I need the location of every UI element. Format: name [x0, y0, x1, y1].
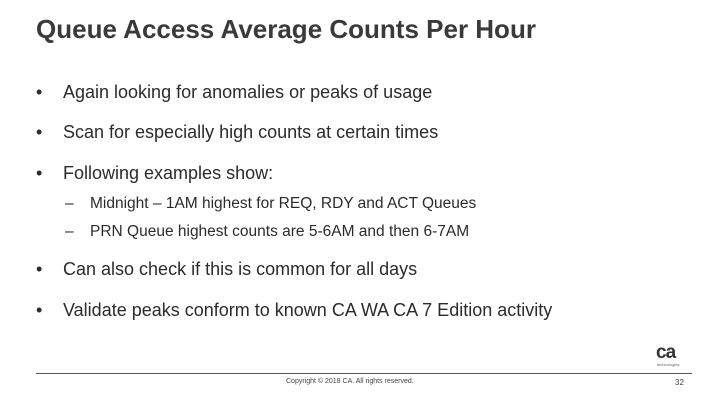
logo-mark: ca — [656, 342, 676, 363]
page-number: 32 — [675, 378, 684, 387]
sub-bullet-marker: – — [65, 223, 74, 240]
bullet-marker: • — [36, 259, 43, 279]
bullet-marker: • — [36, 163, 43, 183]
logo-subtext: technologies — [657, 362, 680, 367]
ca-logo — [656, 344, 688, 368]
sub-bullet-text: Midnight – 1AM highest for REQ, RDY and ACT Queues — [90, 195, 477, 212]
copyright-text: Copyright © 2018 CA. All rights reserved. — [286, 378, 414, 385]
bullet-text: Again looking for anomalies or peaks of usage — [63, 82, 433, 102]
sub-bullet-text: PRN Queue highest counts are 5-6AM and then 6-7AM — [90, 223, 470, 240]
bullet-text: Validate peaks conform to known CA WA CA 7 Edition activity — [63, 300, 553, 320]
slide-title: Queue Access Average Counts Per Hour — [36, 14, 536, 44]
sub-bullet-marker: – — [65, 195, 74, 212]
bullet-marker: • — [36, 122, 43, 142]
bullet-text: Following examples show: — [63, 163, 274, 183]
bullet-text: Can also check if this is common for all days — [63, 259, 418, 279]
bullet-text: Scan for especially high counts at certain times — [63, 122, 439, 142]
bullet-marker: • — [36, 82, 43, 102]
footer-divider — [36, 373, 692, 374]
bullet-marker: • — [36, 300, 43, 320]
